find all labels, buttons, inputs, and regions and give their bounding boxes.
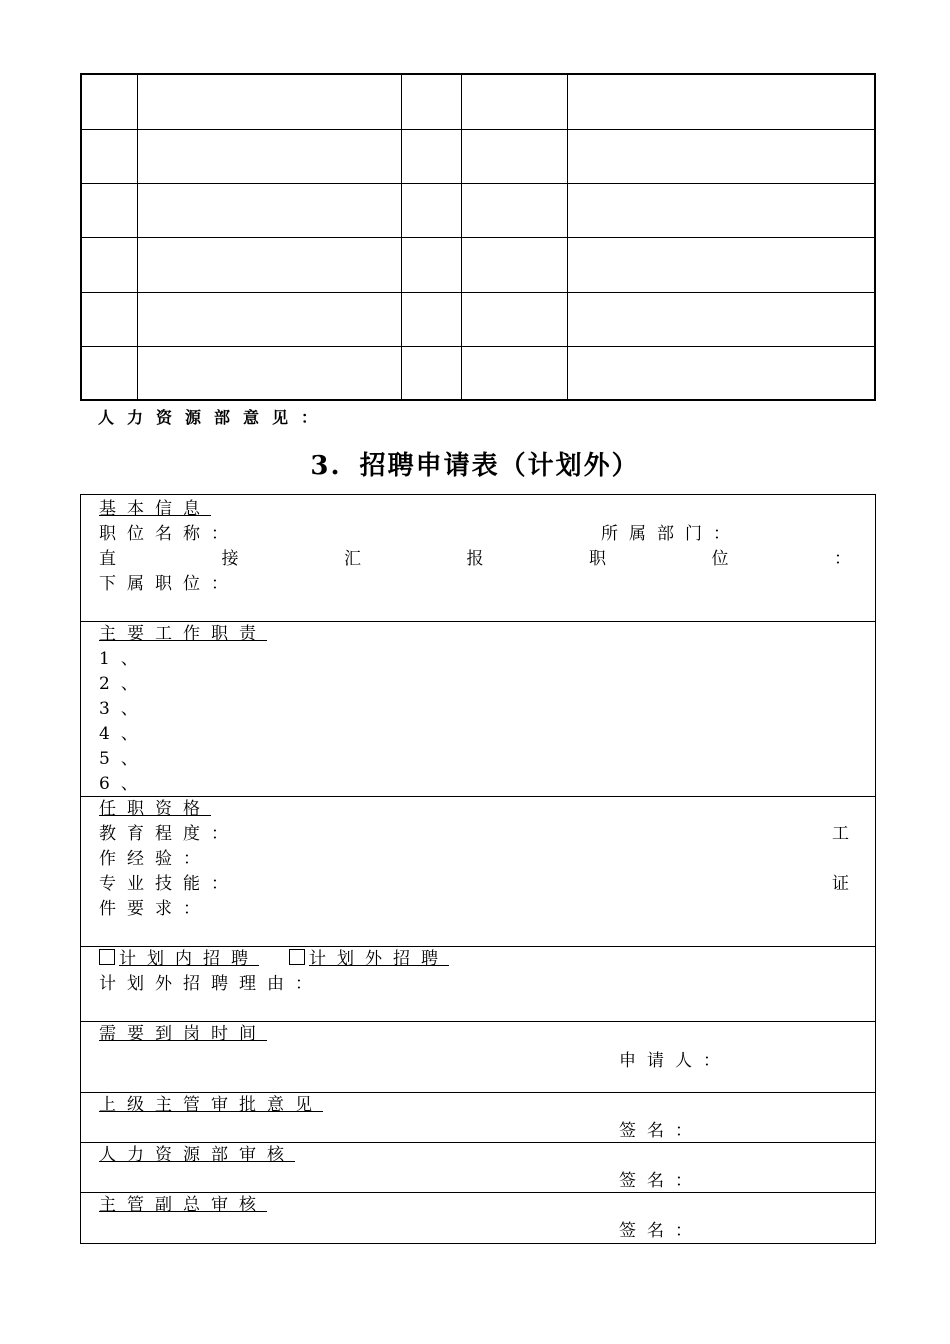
hr-review-heading: 人力资源部审核 xyxy=(99,1145,295,1165)
experience-field[interactable]: 作经验： xyxy=(99,849,211,869)
duty-item[interactable]: 3、 xyxy=(99,699,149,719)
subordinate-field[interactable]: 下属职位： xyxy=(99,574,239,594)
recruitment-form xyxy=(80,494,876,1244)
table-col-divider xyxy=(461,75,462,399)
table-col-divider xyxy=(567,75,568,399)
form-title-number: 3. xyxy=(310,451,342,481)
department-field[interactable]: 所属部门： xyxy=(601,524,741,544)
table-col-divider xyxy=(137,75,138,399)
in-plan-label: 计划内招聘 xyxy=(119,949,259,969)
education-field[interactable]: 教育程度： xyxy=(99,824,239,844)
section-divider xyxy=(81,1021,875,1022)
duty-item[interactable]: 6、 xyxy=(99,774,149,794)
form-title-text: 招聘申请表（计划外） xyxy=(359,451,640,481)
education-line-wrap: 工 xyxy=(832,824,849,844)
section-divider xyxy=(81,796,875,797)
skills-line-wrap: 证 xyxy=(832,874,849,894)
certificate-field[interactable]: 件要求： xyxy=(99,899,211,919)
table-row-divider xyxy=(82,237,874,238)
position-name-field[interactable]: 职位名称： xyxy=(99,524,239,544)
applicant-field[interactable]: 申请人： xyxy=(619,1051,731,1071)
skills-field[interactable]: 专业技能： xyxy=(99,874,239,894)
qualification-heading: 任职资格 xyxy=(99,799,211,819)
hr-opinion-label: 人力资源部意见： xyxy=(98,408,331,427)
duty-item[interactable]: 1、 xyxy=(99,649,149,669)
table-row-divider xyxy=(82,292,874,293)
supervisor-approval-heading: 上级主管审批意见 xyxy=(99,1095,323,1115)
section-divider xyxy=(81,946,875,947)
table-row-divider xyxy=(82,183,874,184)
blank-record-table xyxy=(80,73,876,401)
in-plan-checkbox[interactable] xyxy=(99,949,115,965)
vp-review-heading: 主管副总审核 xyxy=(99,1195,267,1215)
duty-item[interactable]: 4、 xyxy=(99,724,149,744)
section-divider xyxy=(81,1142,875,1143)
out-plan-reason-field[interactable]: 计划外招聘理由： xyxy=(99,974,323,994)
plan-type-row xyxy=(99,948,449,970)
section-divider xyxy=(81,621,875,622)
direct-report-field[interactable]: 直 接 汇 报 职 位 ： xyxy=(99,549,851,569)
hr-signature-field[interactable]: 签名： xyxy=(619,1171,703,1191)
basic-info-heading: 基本信息 xyxy=(99,499,211,519)
form-title xyxy=(0,445,950,482)
duty-item[interactable]: 2、 xyxy=(99,674,149,694)
arrival-time-heading[interactable]: 需要到岗时间 xyxy=(99,1024,267,1044)
out-plan-checkbox[interactable] xyxy=(289,949,305,965)
supervisor-signature-field[interactable]: 签名： xyxy=(619,1121,703,1141)
table-col-divider xyxy=(401,75,402,399)
duty-item[interactable]: 5、 xyxy=(99,749,149,769)
table-row-divider xyxy=(82,346,874,347)
out-plan-label: 计划外招聘 xyxy=(309,949,449,969)
duties-heading: 主要工作职责 xyxy=(99,624,267,644)
vp-signature-field[interactable]: 签名： xyxy=(619,1221,703,1241)
table-row-divider xyxy=(82,129,874,130)
section-divider xyxy=(81,1092,875,1093)
section-divider xyxy=(81,1192,875,1193)
